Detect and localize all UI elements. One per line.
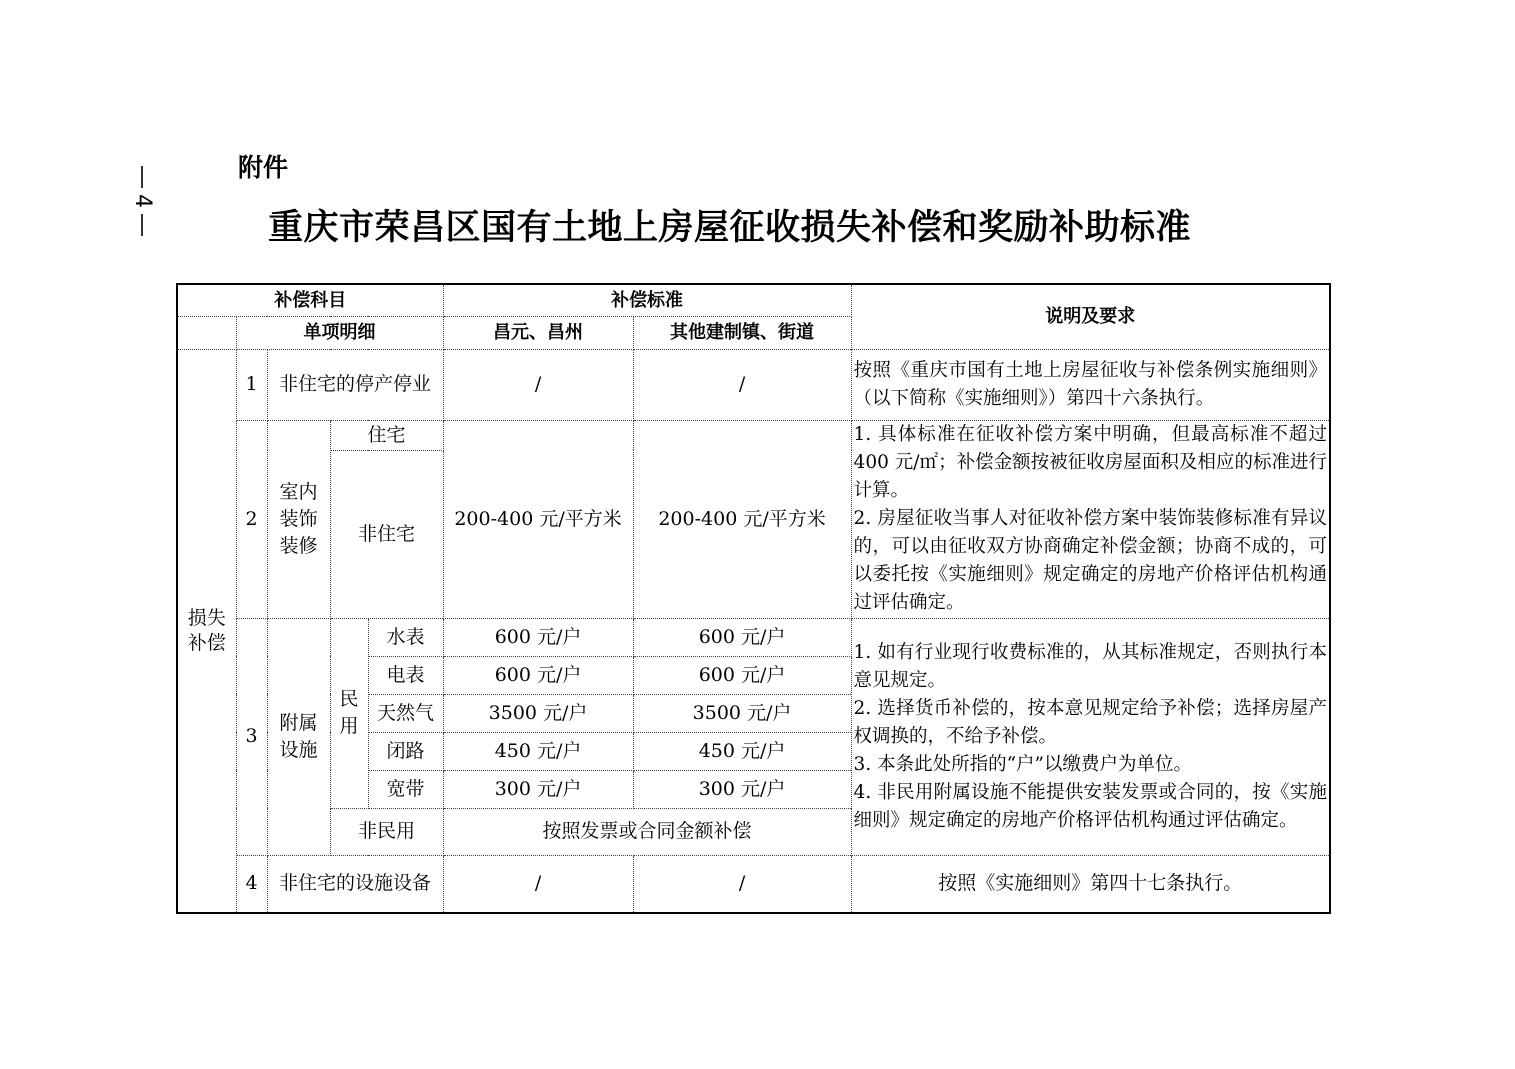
facility-name: 电表	[368, 656, 443, 694]
non-civil-use-standard: 按照发票或合同金额补偿	[443, 808, 851, 855]
note-paragraph: 3. 本条此处所指的“户”以缴费户为单位。	[853, 753, 1192, 775]
facility-std-other: 3500 元/户	[633, 694, 851, 732]
facility-std-changyuan: 600 元/户	[443, 618, 633, 656]
row-item-name	[267, 618, 330, 855]
header-changyuan-changzhou: 昌元、昌州	[443, 316, 633, 349]
attachment-label: 附件	[238, 153, 289, 182]
row-note	[851, 420, 1330, 618]
facility-std-other: 600 元/户	[633, 618, 851, 656]
sub-item-non-residential: 非住宅	[330, 450, 443, 618]
header-blank-cell	[177, 316, 236, 349]
note-paragraph: 4. 非民用附属设施不能提供安装发票或合同的，按《实施细则》规定确定的房地产价格评估机构通过评估确定。	[853, 781, 1328, 831]
civil-use-cell	[330, 618, 368, 808]
facility-name: 闭路	[368, 732, 443, 770]
sub-item-residential: 住宅	[330, 420, 443, 450]
table-row	[177, 420, 1330, 450]
non-civil-use-label: 非民用	[330, 808, 443, 855]
note-paragraph: 2. 房屋征收当事人对征收补偿方案中装饰装修标准有异议的，可以由征收双方协商确定补偿金额；协商不成的，可以委托按《实施细则》规定确定的房地产价格评估机构通过评估确定。	[853, 508, 1328, 613]
note-paragraph: 1. 如有行业现行收费标准的，从其标准规定，否则执行本意见规定。	[853, 641, 1328, 691]
header-notes: 说明及要求	[851, 284, 1330, 349]
row-std-changyuan: /	[443, 855, 633, 913]
row-note: 按照《实施细则》第四十七条执行。	[851, 855, 1330, 913]
facility-std-changyuan: 600 元/户	[443, 656, 633, 694]
row-number: 1	[236, 349, 267, 420]
row-number: 2	[236, 420, 267, 618]
row-number: 4	[236, 855, 267, 913]
facility-name: 天然气	[368, 694, 443, 732]
row-std-other: /	[633, 349, 851, 420]
category-cell	[177, 349, 236, 913]
page-number-dash-bottom	[141, 214, 143, 236]
row-number: 3	[236, 618, 267, 855]
facility-std-changyuan: 300 元/户	[443, 770, 633, 808]
facility-name: 宽带	[368, 770, 443, 808]
row-item-name: 非住宅的设施设备	[267, 855, 443, 913]
row-note: 按照《重庆市国有土地上房屋征收与补偿条例实施细则》（以下简称《实施细则》）第四十六条执行。	[851, 349, 1330, 420]
facility-std-other: 300 元/户	[633, 770, 851, 808]
facility-std-other: 450 元/户	[633, 732, 851, 770]
facility-std-changyuan: 450 元/户	[443, 732, 633, 770]
page-number-value: 4	[130, 194, 155, 208]
row-item-name-text: 附属 设施	[279, 711, 318, 761]
note-paragraph: 1. 具体标准在征收补偿方案中明确，但最高标准不超过 400 元/㎡；补偿金额按被征收房屋面积及相应的标准进行计算。	[853, 424, 1328, 501]
table-row	[177, 618, 1330, 656]
row-item-name	[267, 420, 330, 618]
table-row	[177, 855, 1330, 913]
row-std-changyuan: 200-400 元/平方米	[443, 420, 633, 618]
document-title: 重庆市荣昌区国有土地上房屋征收损失补偿和奖励补助标准	[268, 207, 1192, 248]
header-compensation-item: 补偿科目	[177, 284, 443, 316]
header-compensation-standard: 补偿标准	[443, 284, 851, 316]
row-note	[851, 618, 1330, 855]
row-std-other: 200-400 元/平方米	[633, 420, 851, 618]
facility-std-other: 600 元/户	[633, 656, 851, 694]
compensation-table	[176, 283, 1331, 914]
header-item-detail: 单项明细	[236, 316, 443, 349]
row-item-name-text: 室内 装饰 装修	[279, 480, 318, 557]
header-other-towns: 其他建制镇、街道	[633, 316, 851, 349]
row-std-changyuan: /	[443, 349, 633, 420]
row-item-name: 非住宅的停产停业	[267, 349, 443, 420]
header-row-1	[177, 284, 1330, 316]
facility-std-changyuan: 3500 元/户	[443, 694, 633, 732]
table-row	[177, 349, 1330, 420]
page-number-dash-top	[141, 166, 143, 188]
category-label: 损失 补偿	[187, 606, 226, 654]
page-number	[128, 160, 156, 242]
row-std-other: /	[633, 855, 851, 913]
note-paragraph: 2. 选择货币补偿的，按本意见规定给予补偿；选择房屋产权调换的，不给予补偿。	[853, 697, 1328, 747]
facility-name: 水表	[368, 618, 443, 656]
civil-use-label: 民 用	[339, 688, 359, 737]
